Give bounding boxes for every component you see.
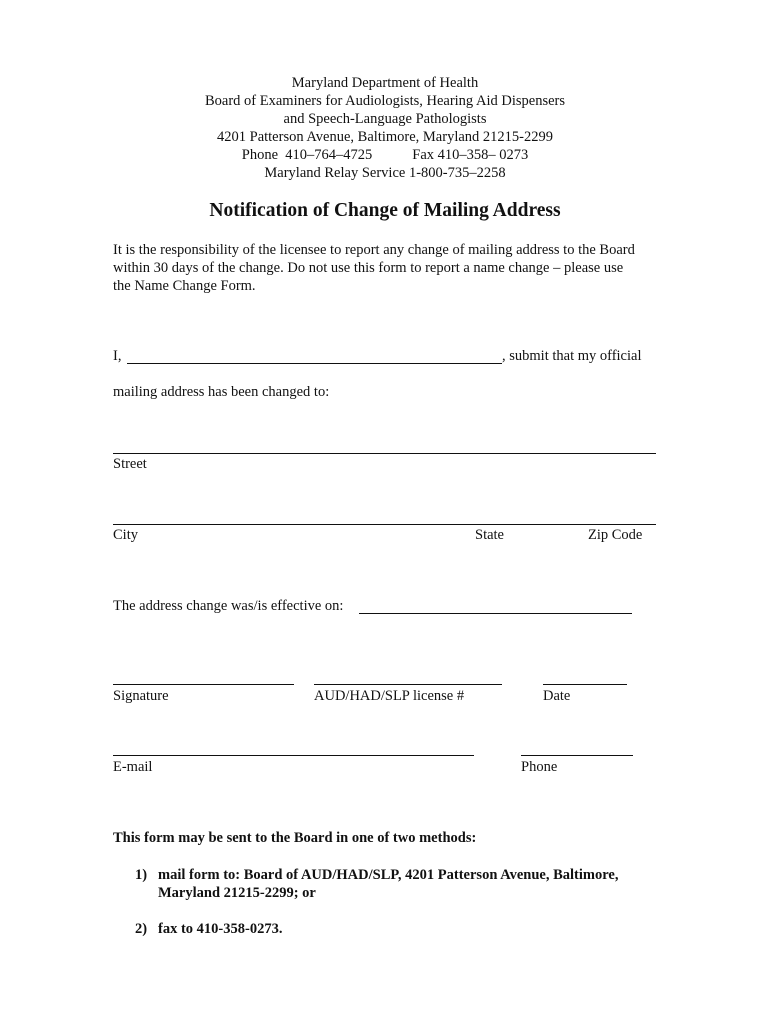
state-label: State: [475, 527, 504, 543]
page-title: Notification of Change of Mailing Address: [209, 200, 561, 221]
city-state-zip-field[interactable]: [113, 524, 656, 525]
email-field[interactable]: [113, 755, 474, 756]
effective-date-label: The address change was/is effective on:: [113, 598, 344, 614]
date-label: Date: [543, 688, 571, 704]
list-text: mail form to: Board of AUD/HAD/SLP, 4201 Patterson Avenue, Baltimore,: [158, 867, 619, 883]
signature-field[interactable]: [113, 684, 294, 685]
department-name: Maryland Department of Health: [291, 75, 479, 91]
list-item: [135, 920, 282, 938]
list-text: Maryland 21215-2299; or: [158, 885, 316, 901]
street-field[interactable]: [113, 453, 656, 454]
list-number: 1): [135, 867, 148, 883]
submission-heading: This form may be sent to the Board in one of two methods:: [113, 830, 477, 846]
submit-text: , submit that my official: [502, 348, 642, 364]
i-label: I,: [113, 348, 122, 364]
name-field[interactable]: [127, 363, 502, 364]
letterhead: [0, 74, 770, 182]
list-number: 2): [135, 921, 148, 937]
relay-service: Maryland Relay Service 1-800-735–2258: [264, 165, 506, 181]
license-number-field[interactable]: [314, 684, 502, 685]
board-fax: Fax 410–358– 0273: [412, 147, 529, 163]
intro-paragraph: [113, 241, 635, 295]
intro-line: It is the responsibility of the licensee to report any change of mailing address to the Board: [113, 242, 635, 258]
list-item: [135, 866, 618, 902]
board-name-line1: Board of Examiners for Audiologists, Hearing Aid Dispensers: [204, 93, 566, 109]
street-label: Street: [113, 456, 147, 472]
license-label: AUD/HAD/SLP license #: [314, 688, 465, 704]
mailing-text: mailing address has been changed to:: [113, 384, 330, 400]
board-name-line2: and Speech-Language Pathologists: [283, 111, 487, 127]
list-text: fax to 410-358-0273.: [158, 921, 283, 937]
phone-field[interactable]: [521, 755, 633, 756]
contact-line: [0, 146, 770, 164]
signature-label: Signature: [113, 688, 169, 704]
intro-line: within 30 days of the change. Do not use this form to report a name change – please use: [113, 260, 624, 276]
zip-code-label: Zip Code: [588, 527, 643, 543]
board-phone: Phone 410–764–4725: [241, 147, 373, 163]
board-address: 4201 Patterson Avenue, Baltimore, Maryland 21215-2299: [217, 129, 553, 145]
intro-line: the Name Change Form.: [113, 278, 256, 294]
date-field[interactable]: [543, 684, 627, 685]
email-label: E-mail: [113, 759, 153, 775]
city-label: City: [113, 527, 138, 543]
effective-date-field[interactable]: [359, 613, 632, 614]
phone-label: Phone: [521, 759, 558, 775]
